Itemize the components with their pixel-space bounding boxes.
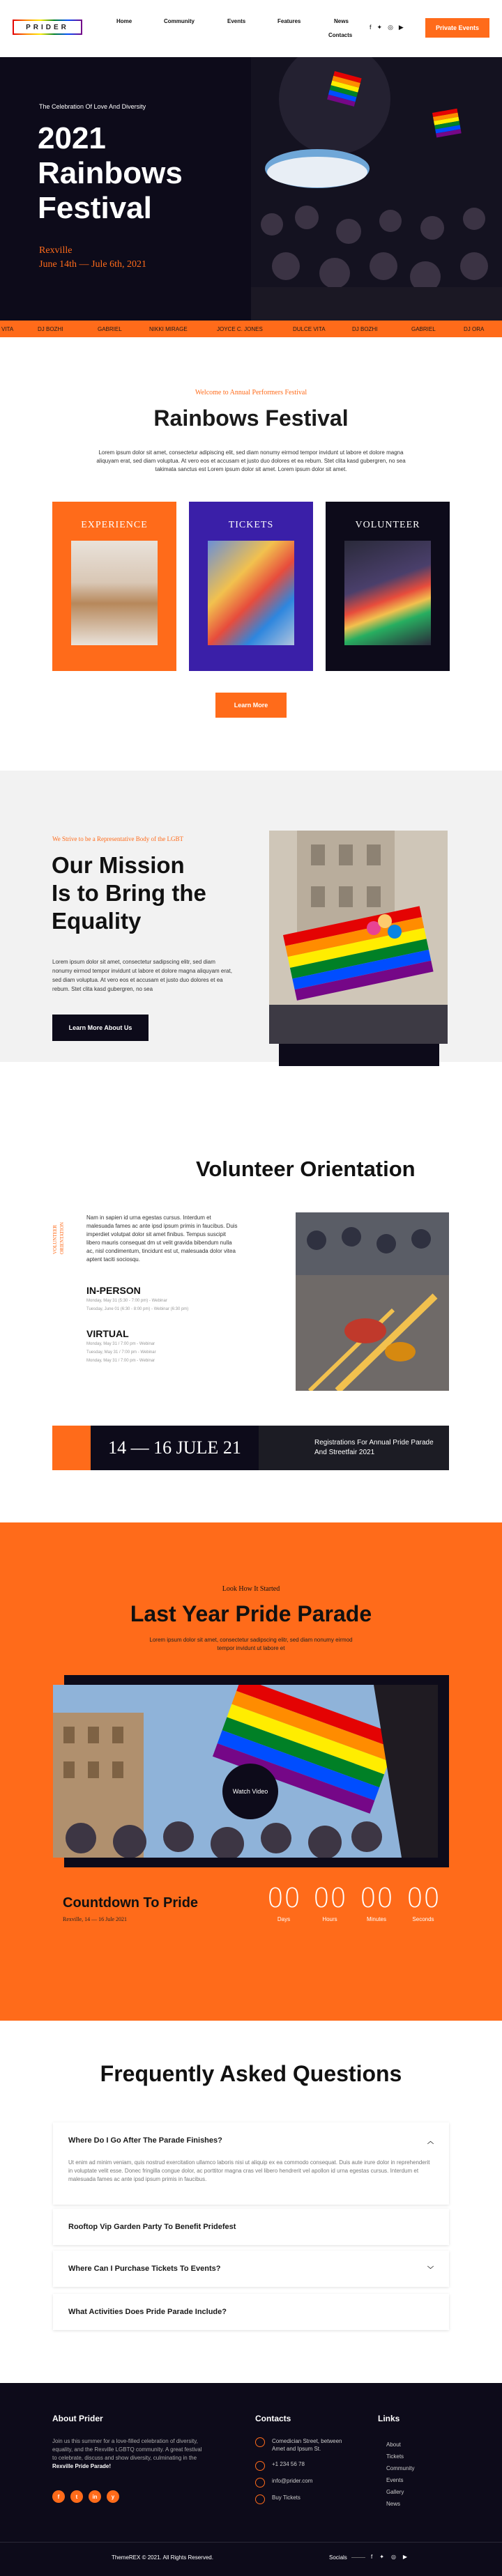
parade-title: Last Year Pride Parade bbox=[130, 1601, 372, 1626]
nav-link-news[interactable]: News bbox=[334, 18, 349, 24]
registration-text: Registrations For Annual Pride Parade And Streetfair 2021 bbox=[314, 1439, 434, 1456]
learn-more-button[interactable]: Learn More bbox=[215, 693, 287, 718]
countdown-minutes-value: 00 bbox=[359, 1883, 394, 1913]
inperson-title: IN-PERSON bbox=[86, 1285, 141, 1296]
mission-body: Lorem ipsum dolor sit amet, consectetur sadipscing elitr, sed diam nonumy eirmod tempor invidunt ut labore et dolore magna aliquyam erat, sed diam voluptua. At vero eos et accusam et justo duo dolores et ea rebum. Stet clita kasd gubergren, no sea bbox=[52, 959, 232, 992]
logo[interactable] bbox=[13, 20, 82, 35]
hero-flags-illustration bbox=[251, 57, 502, 321]
hero-dates: June 14th — Jule 6th, 2021 bbox=[39, 259, 146, 270]
hero-kicker: The Celebration Of Love And Diversity bbox=[39, 103, 146, 110]
watch-video-button[interactable] bbox=[222, 1764, 278, 1819]
footer-link-news[interactable]: News bbox=[386, 2501, 401, 2507]
facebook-icon[interactable]: f bbox=[371, 2554, 373, 2560]
festival-kicker: Welcome to Annual Performers Festival bbox=[195, 389, 307, 396]
ticker-item: VITA bbox=[1, 326, 14, 332]
footer-about-body bbox=[52, 2437, 206, 2471]
footer-contact-phone bbox=[255, 2461, 305, 2471]
countdown-minutes-label: Minutes bbox=[366, 1916, 386, 1922]
tickets-card-image bbox=[208, 541, 294, 645]
countdown-seconds bbox=[400, 1883, 446, 1922]
hero-title-line-3: Festival bbox=[38, 191, 152, 225]
faq-title: Frequently Asked Questions bbox=[100, 2061, 402, 2086]
volunteer-card-image bbox=[344, 541, 431, 645]
chevron-down-icon[interactable]: ﹀ bbox=[427, 2265, 434, 2273]
virtual-title: VIRTUAL bbox=[86, 1328, 129, 1339]
tickets-card-title: TICKETS bbox=[228, 520, 274, 530]
hero-location: Rexville bbox=[39, 245, 73, 256]
contact-phone-text[interactable]: +1 234 56 78 bbox=[272, 2461, 305, 2467]
mission-title-line-2: Is to Bring the bbox=[52, 880, 206, 906]
ticker-item: DJ ORA bbox=[464, 326, 485, 332]
footer bbox=[0, 2383, 502, 2576]
footer-contacts-title: Contacts bbox=[255, 2414, 291, 2423]
volunteer-side-label: VOLUNTEER ORIENTATION bbox=[52, 1221, 65, 1254]
hero-title-line-1: 2021 bbox=[38, 121, 106, 155]
youtube-icon[interactable]: ▶ bbox=[402, 2554, 408, 2560]
private-events-button[interactable]: Private Events bbox=[425, 18, 489, 38]
countdown-hours-value: 00 bbox=[312, 1883, 347, 1913]
nav-link-features[interactable]: Features bbox=[277, 18, 301, 24]
ticker-item: GABRIEL bbox=[411, 326, 436, 332]
countdown-seconds-value: 00 bbox=[406, 1883, 441, 1913]
faq-item-1[interactable] bbox=[53, 2122, 449, 2205]
footer-divider bbox=[0, 2542, 502, 2543]
footer-about-title: About Prider bbox=[52, 2414, 103, 2423]
countdown-days bbox=[261, 1883, 307, 1922]
date-range-inner bbox=[91, 1426, 259, 1470]
ticker-item: GABRIEL bbox=[98, 326, 122, 332]
faq-question[interactable]: Rooftop Vip Garden Party To Benefit Pridefest bbox=[68, 2223, 236, 2231]
ticker-item: JOYCE C. JONES bbox=[217, 326, 263, 332]
tickets-card[interactable] bbox=[189, 502, 313, 671]
countdown-hours-label: Hours bbox=[322, 1916, 337, 1922]
volunteer-card[interactable] bbox=[326, 502, 450, 671]
mission-title-line-3: Equality bbox=[52, 908, 142, 934]
footer-contact-tickets bbox=[255, 2494, 301, 2504]
countdown-seconds-label: Seconds bbox=[412, 1916, 434, 1922]
phone-icon bbox=[255, 2461, 265, 2471]
footer-links-title: Links bbox=[378, 2414, 400, 2423]
faq-item-4[interactable] bbox=[53, 2294, 449, 2330]
mission-flags-illustration bbox=[269, 831, 448, 1044]
footer-socials bbox=[52, 2490, 119, 2503]
faq-answer: Ut enim ad minim veniam, quis nostrud exercitation ullamco laboris nisi ut aliquip ex ea commodo consequat. Duis aute irure dolor in reprehenderit in voluptate velit esse. Donec fringilla congue dolor, ac porttitor magna cras vel libero hendrerit vel apollon id urna egestas cursus. Interdum et malesuada fames ac ante ipsd ipsum primis in faucibus. bbox=[68, 2159, 430, 2182]
nav-link-community[interactable]: Community bbox=[164, 18, 195, 24]
learn-more-about-us-button[interactable]: Learn More About Us bbox=[52, 1015, 149, 1041]
footer-copyright: ThemeREX © 2021. All Rights Reserved. bbox=[112, 2554, 213, 2561]
hero-title bbox=[38, 121, 183, 226]
ticket-icon bbox=[255, 2494, 265, 2504]
footer-about-text: Join us this summer for a love-filled celebration of diversity, equality, and the Rexville LGBTQ community. A great festival to celebrate, discuss and show diversity, culminating in the bbox=[52, 2438, 202, 2461]
footer-links-list bbox=[386, 2439, 414, 2510]
virtual-line: Tuesday, May 31 / 7:00 pm - Webinar bbox=[86, 1350, 156, 1355]
faq-item-3[interactable] bbox=[53, 2251, 449, 2287]
inperson-line: Monday, May 31 (5:30 - 7:00 pm) - Webinar bbox=[86, 1299, 167, 1303]
footer-link-about[interactable]: About bbox=[386, 2442, 401, 2448]
nav-link-events[interactable]: Events bbox=[227, 18, 246, 24]
parade-kicker: Look How It Started bbox=[222, 1585, 280, 1593]
virtual-line: Monday, May 31 / 7:00 pm - Webinar bbox=[86, 1359, 155, 1363]
experience-card[interactable] bbox=[52, 502, 176, 671]
map-pin-icon bbox=[255, 2437, 265, 2447]
instagram-icon[interactable]: ◎ bbox=[390, 2554, 396, 2560]
top-nav bbox=[0, 0, 502, 57]
twitter-icon[interactable]: ✦ bbox=[376, 24, 383, 31]
youtube-icon[interactable]: y bbox=[107, 2490, 119, 2503]
footer-about-bold: Rexville Pride Parade! bbox=[52, 2463, 112, 2469]
virtual-line: Monday, May 31 / 7:00 pm - Webinar bbox=[86, 1342, 155, 1346]
volunteer-parade-image bbox=[296, 1212, 449, 1391]
instagram-icon[interactable]: ◎ bbox=[388, 24, 393, 31]
ticker-item: NIKKI MIRAGE bbox=[149, 326, 188, 332]
volunteer-title: Volunteer Orientation bbox=[196, 1157, 416, 1181]
mission-title-line-1: Our Mission bbox=[52, 852, 185, 878]
mission-title bbox=[52, 851, 206, 935]
footer-bottom-socials bbox=[371, 2554, 407, 2560]
footer-link-events[interactable]: Events bbox=[386, 2477, 404, 2483]
countdown-days-value: 00 bbox=[266, 1883, 301, 1913]
registration-block[interactable] bbox=[259, 1426, 449, 1470]
faq-question[interactable]: What Activities Does Pride Parade Include? bbox=[68, 2308, 227, 2316]
volunteer-card-title: VOLUNTEER bbox=[355, 520, 420, 530]
countdown-minutes bbox=[353, 1883, 400, 1922]
nav-link-contacts[interactable]: Contacts bbox=[328, 32, 353, 38]
chevron-up-icon[interactable]: ︿ bbox=[427, 2137, 434, 2145]
watch-video-label: Watch Video bbox=[232, 1788, 268, 1795]
festival-body: Lorem ipsum dolor sit amet, consectetur adipiscing elit, sed diam nonumy eirmod tempor invidunt ut labore et dolore magna aliquyam erat, sed diam voluptua. At vero eos et accusam et justo duo dolores et ea rebum. Stet clita kasd gubergren, no sea takimata sanctus est Lorem ipsum dolor sit amet. Lorem ipsum dolor sit amet. bbox=[96, 449, 406, 472]
volunteer-body: Nam in sapien id urna egestas cursus. Interdum et malesuada fames ac ante ipsd ipsum primis in faucibus. Duis imperdiet volutpat dolor sit amet finibus. Tempus suscipit libero mauris consequat dm ut velit gravida bibendum nulla ac, nisl condimentum, tincidunt est ut, malesuada dolor vitea aptent taciti sociosqu. bbox=[86, 1214, 238, 1263]
faq-question[interactable]: Where Can I Purchase Tickets To Events? bbox=[68, 2265, 221, 2273]
countdown-hours bbox=[307, 1883, 353, 1922]
festival-title: Rainbows Festival bbox=[153, 406, 349, 431]
nav-link-home[interactable]: Home bbox=[116, 18, 132, 24]
footer-link-community[interactable]: Community bbox=[386, 2465, 415, 2471]
logo-text: PRIDER bbox=[26, 23, 69, 31]
nav-social-icons bbox=[370, 24, 404, 31]
footer-link-gallery[interactable]: Gallery bbox=[386, 2489, 404, 2495]
date-range-text: 14 — 16 JULE 21 bbox=[108, 1437, 241, 1458]
contact-tickets-text[interactable]: Buy Tickets bbox=[272, 2494, 301, 2501]
footer-contact-address bbox=[255, 2437, 356, 2453]
mission-flags-image bbox=[269, 831, 448, 1044]
experience-card-title: EXPERIENCE bbox=[81, 520, 148, 530]
hero-title-line-2: Rainbows bbox=[38, 156, 183, 190]
facebook-icon[interactable]: f bbox=[370, 24, 372, 31]
contact-address-text: Comedician Street, between Amet and Ipsum St. bbox=[272, 2438, 342, 2452]
instagram-icon[interactable]: in bbox=[89, 2490, 101, 2503]
countdown-subtitle: Rexville, 14 — 16 Jule 2021 bbox=[63, 1916, 127, 1922]
footer-socials-label: Socials bbox=[329, 2554, 347, 2561]
footer-link-tickets[interactable]: Tickets bbox=[386, 2453, 404, 2460]
hero-crowd-image bbox=[251, 57, 502, 321]
volunteer-parade-illustration bbox=[296, 1212, 449, 1391]
inperson-line: Tuesday, June 01 (6:30 - 8:00 pm) - Webinar (6:30 pm) bbox=[86, 1307, 189, 1311]
faq-item-2[interactable] bbox=[53, 2209, 449, 2245]
contact-email-text[interactable]: info@prider.com bbox=[272, 2478, 313, 2484]
faq-question[interactable]: Where Do I Go After The Parade Finishes? bbox=[68, 2136, 222, 2145]
performer-ticker bbox=[0, 321, 502, 337]
countdown-title: Countdown To Pride bbox=[63, 1895, 199, 1911]
youtube-icon[interactable]: ▶ bbox=[398, 24, 404, 31]
countdown-days-label: Days bbox=[277, 1916, 291, 1922]
twitter-icon[interactable]: ✦ bbox=[379, 2554, 384, 2560]
experience-card-image bbox=[71, 541, 158, 645]
ticker-item: DULCE VITA bbox=[293, 326, 326, 332]
footer-contact-email bbox=[255, 2478, 312, 2488]
parade-body: Lorem ipsum dolor sit amet, consectetur sadipscing elitr, sed diam nonumy eirmod tempor invidunt ut labore et bbox=[149, 1637, 353, 1651]
mission-kicker: We Strive to be a Representative Body of the LGBT bbox=[52, 835, 183, 842]
email-icon bbox=[255, 2478, 265, 2488]
footer-socials-line bbox=[351, 2557, 365, 2558]
facebook-icon[interactable]: f bbox=[52, 2490, 65, 2503]
twitter-icon[interactable]: t bbox=[70, 2490, 83, 2503]
hero-section bbox=[0, 57, 502, 321]
ticker-item: DJ BOZHI bbox=[38, 326, 63, 332]
ticker-item: DJ BOZHI bbox=[352, 326, 378, 332]
